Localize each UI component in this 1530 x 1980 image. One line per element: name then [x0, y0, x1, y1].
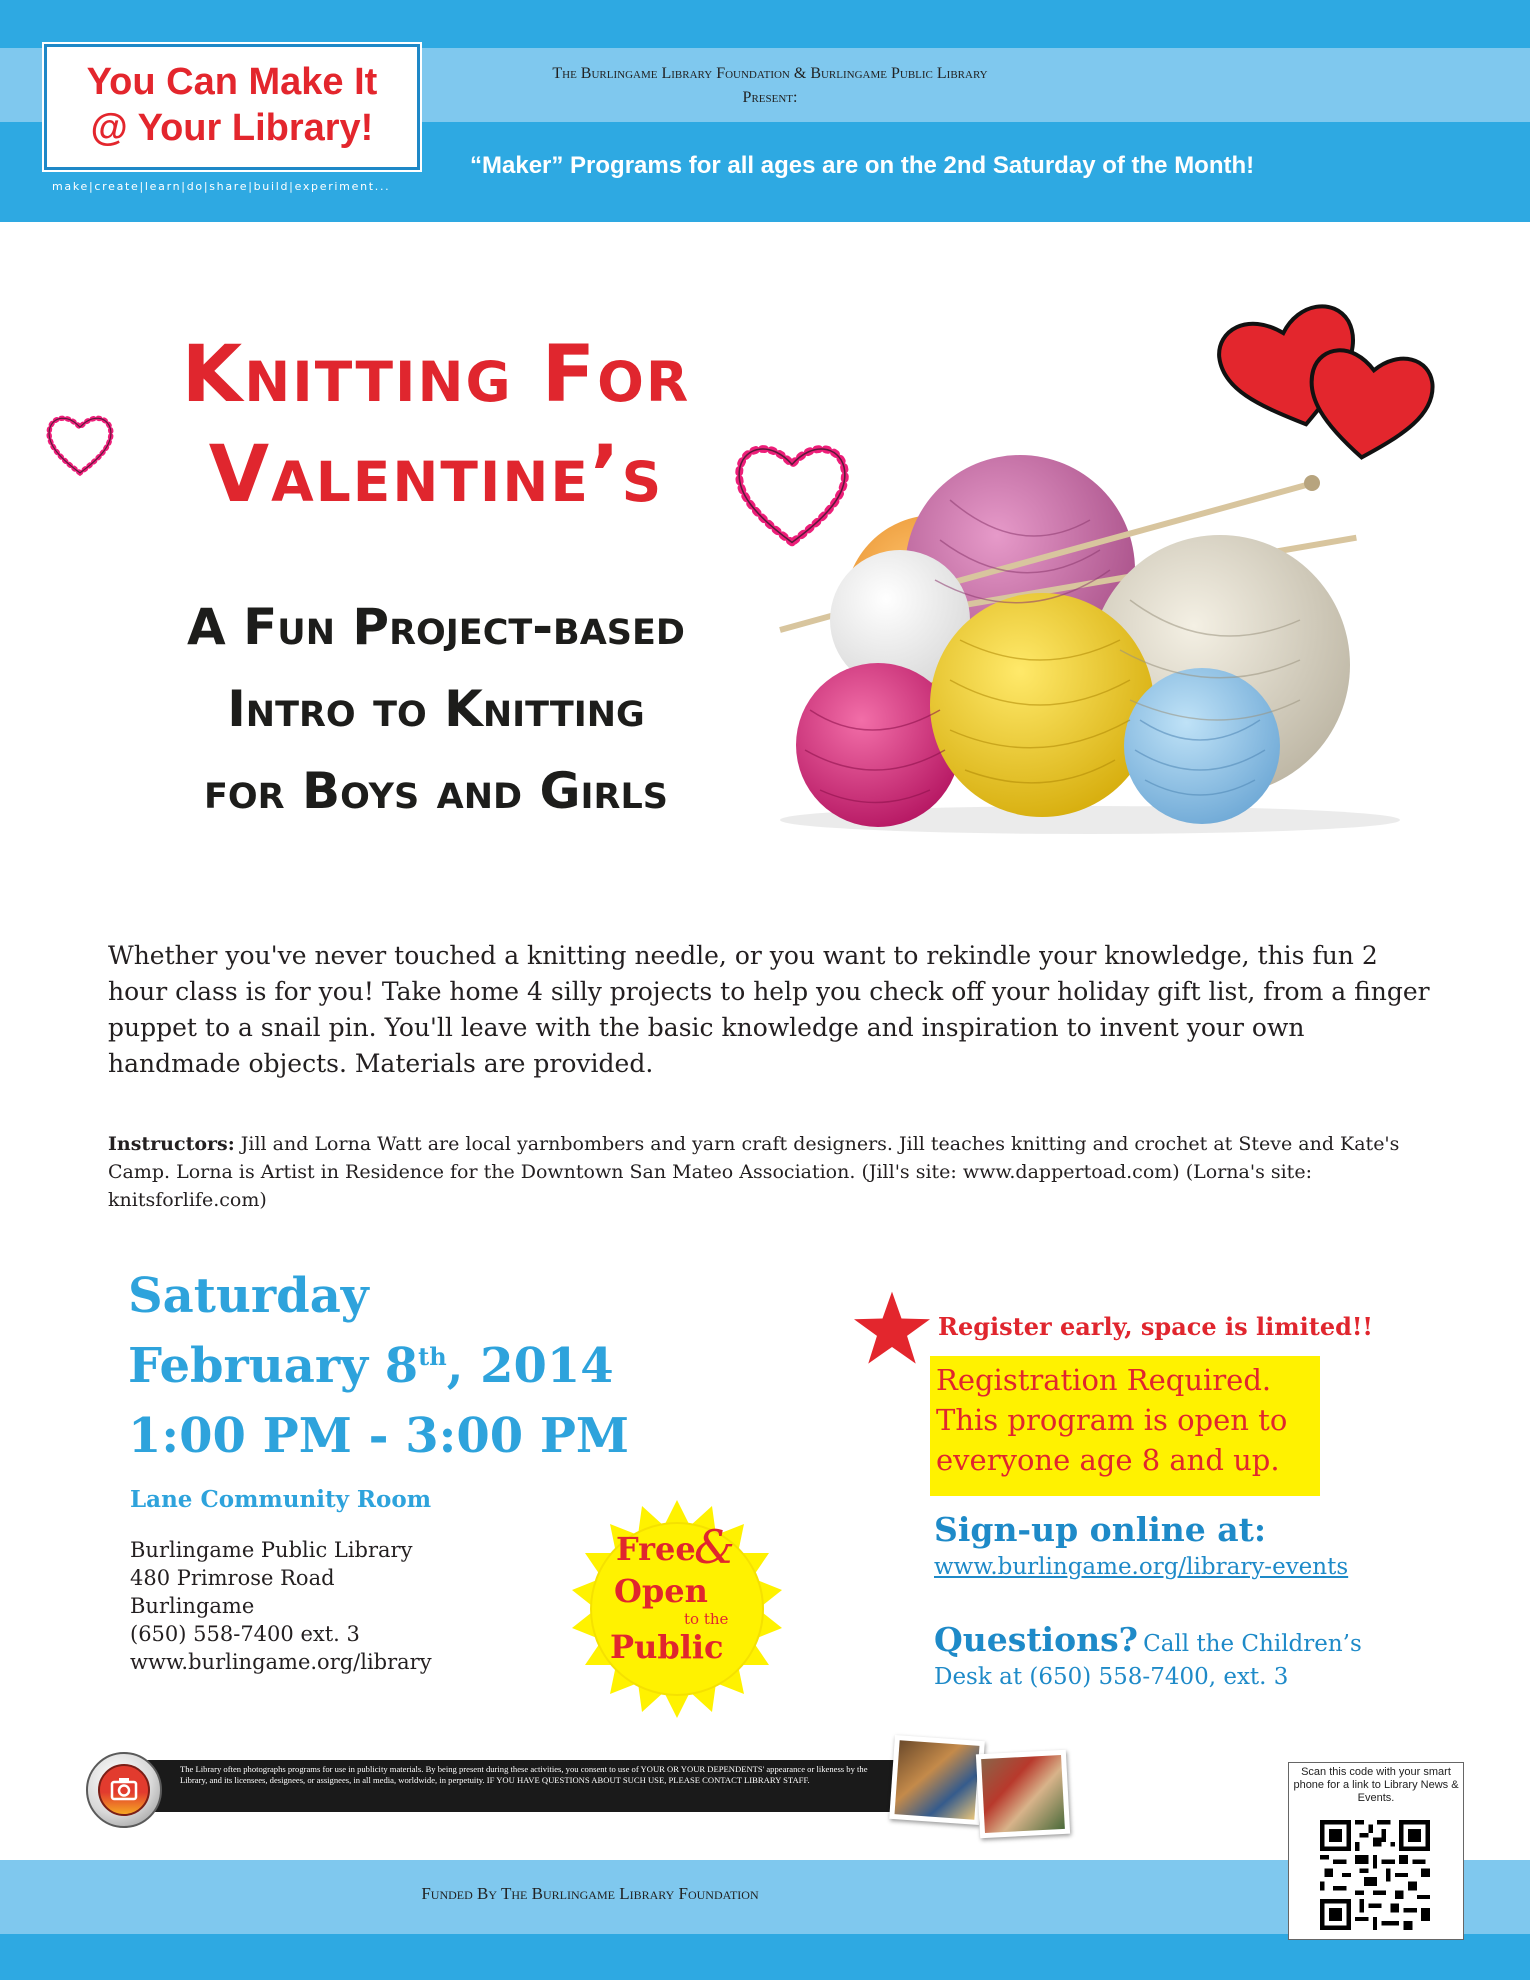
event-date [128, 1338, 614, 1394]
library-address [130, 1536, 432, 1676]
maker-tagline: make|create|learn|do|share|build|experiment... [52, 180, 391, 193]
questions-label: Questions? [934, 1620, 1139, 1659]
event-date-main: February 8 [128, 1338, 419, 1394]
photo-consent-text: The Library often photographs programs for use in publicity materials. By being present during these activities, you consent to use of YOUR OR YOUR DEPENDENTS' appearance or likeness by the Library, and its licensees, designees, or assignees, in all media, worldwide, in perpetuity. IF YOU HAVE QUESTIONS ABOUT SUCH USE, PLEASE CONTACT LIBRARY STAFF. [180, 1764, 868, 1785]
free-badge [566, 1498, 788, 1720]
title-line-1: Knitting For [181, 330, 691, 420]
event-day: Saturday [128, 1268, 369, 1324]
logo-line-2: @ Your Library! [90, 107, 374, 149]
qr-code-icon[interactable] [1320, 1820, 1430, 1930]
event-date-suffix: th [418, 1342, 447, 1371]
subtitle-line-1: A Fun Project-based [187, 598, 685, 656]
registration-required-box [930, 1356, 1320, 1496]
address-phone: (650) 558-7400 ext. 3 [130, 1622, 360, 1646]
address-line: 480 Primrose Road [130, 1566, 335, 1590]
maker-banner: “Maker” Programs for all ages are on the 2nd Saturday of the Month! [470, 152, 1255, 179]
free-word: Free [616, 1530, 696, 1568]
subtitle-line-2: Intro to Knitting [227, 680, 645, 738]
subtitle-line-3: for Boys and Girls [204, 762, 668, 820]
instructors-label: Instructors: [108, 1133, 235, 1155]
qr-caption: Scan this code with your smart phone for a link to Library News & Events. [1293, 1766, 1459, 1804]
registration-line: everyone age 8 and up. [936, 1443, 1280, 1477]
ampersand: & [694, 1520, 735, 1574]
program-description: Whether you've never touched a knitting needle, or you want to rekindle your knowledge, this fun 2 hour class is for you! Take home 4 silly projects to help you check off your holiday gift list, from a finger puppet to a snail pin. You'll leave with the basic knowledge and inspiration to invent your own handmade objects. Materials are provided. [108, 941, 1430, 1078]
public-word: Public [610, 1628, 724, 1666]
star-icon [852, 1290, 932, 1366]
event-room: Lane Community Room [130, 1486, 432, 1513]
instructors-text: Jill and Lorna Watt are local yarnbombers and yarn craft designers. Jill teaches knitting and crochet at Steve and Kate's Camp. Lorna is Artist in Residence for the Downtown San Mateo Association. (Jill's site: www.dappertoad.com) (Lorna's site: knitsforlife.com) [108, 1133, 1400, 1211]
program-photo [976, 1750, 1070, 1839]
registration-line: This program is open to [936, 1403, 1288, 1437]
instructors-info [108, 1130, 1438, 1214]
maker-logo [44, 44, 420, 170]
to-the-words: to the [684, 1610, 729, 1628]
questions-phone: Desk at (650) 558-7400, ext. 3 [934, 1664, 1289, 1690]
questions-text: Call the Children’s [1143, 1631, 1362, 1657]
presenters [470, 62, 1070, 110]
heart-outline-icon [42, 404, 118, 484]
register-early-note: Register early, space is limited!! [938, 1312, 1373, 1341]
funded-by: Funded By The Burlingame Library Foundation [421, 1884, 759, 1903]
logo-line-1: You Can Make It [86, 61, 378, 103]
yarn-balls-image [750, 440, 1410, 840]
camera-icon [98, 1764, 150, 1816]
presenters-line-2: Present: [742, 89, 798, 106]
signup-label: Sign-up online at: [934, 1510, 1267, 1549]
signup-link[interactable]: www.burlingame.org/library-events [934, 1554, 1349, 1580]
program-photo [889, 1735, 985, 1825]
address-line: Burlingame [130, 1594, 255, 1618]
event-time: 1:00 PM - 3:00 PM [128, 1408, 630, 1464]
presenters-line-1: The Burlingame Library Foundation & Burlingame Public Library [552, 65, 988, 82]
address-line: Burlingame Public Library [130, 1538, 413, 1562]
event-date-year: , 2014 [446, 1338, 614, 1394]
open-word: Open [614, 1572, 708, 1610]
questions [934, 1620, 1362, 1659]
address-website[interactable]: www.burlingame.org/library [130, 1650, 432, 1674]
registration-line: Registration Required. [936, 1363, 1272, 1397]
title-line-2: Valentine’s [208, 430, 664, 520]
